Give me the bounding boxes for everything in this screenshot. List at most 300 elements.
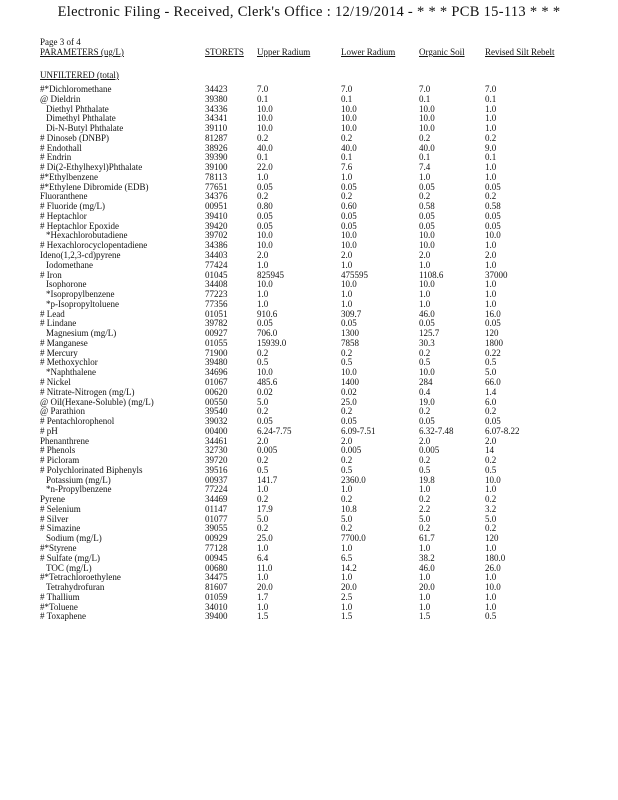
parameter-name: #*Ethylene Dibromide (EDB) <box>40 181 149 192</box>
revised-silt-rebelt-value: 0.2 <box>485 191 497 202</box>
revised-silt-rebelt-value: 5.0 <box>485 513 497 524</box>
organic-soil-value: 0.2 <box>419 347 431 358</box>
organic-soil-value: 46.0 <box>419 308 435 319</box>
revised-silt-rebelt-value: 0.05 <box>485 318 501 329</box>
upper-radium-value: 1.0 <box>257 601 269 612</box>
lower-radium-value: 7.0 <box>341 84 353 94</box>
revised-silt-rebelt-value: 1.0 <box>485 113 497 124</box>
parameter-name: Potassium (mg/L) <box>46 474 111 485</box>
table-row <box>0 583 618 593</box>
upper-radium-value: 17.9 <box>257 503 273 514</box>
revised-silt-rebelt-value: 6.0 <box>485 396 497 407</box>
storet-code: 34475 <box>205 572 228 583</box>
table-row <box>0 134 618 144</box>
storet-code: 01077 <box>205 513 228 524</box>
organic-soil-value: 5.0 <box>419 513 431 524</box>
organic-soil-value: 0.2 <box>419 406 431 417</box>
table-row <box>0 485 618 495</box>
parameter-name: # Hexachlorocyclopentadiene <box>40 240 148 251</box>
parameter-name: Magnesium (mg/L) <box>46 328 117 339</box>
revised-silt-rebelt-value: 1800 <box>485 337 503 348</box>
organic-soil-value: 10.0 <box>419 367 435 378</box>
revised-silt-rebelt-value: 0.5 <box>485 357 497 368</box>
table-row <box>0 495 618 505</box>
upper-radium-value: 1.5 <box>257 611 269 622</box>
revised-silt-rebelt-value: 1.0 <box>485 162 497 173</box>
revised-silt-rebelt-value: 0.2 <box>485 523 497 534</box>
organic-soil-value: 1108.6 <box>419 269 444 280</box>
lower-radium-value: 1.0 <box>341 601 353 612</box>
upper-radium-value: 0.02 <box>257 386 273 397</box>
lower-radium-value: 10.0 <box>341 367 357 378</box>
parameter-name: #*Toluene <box>40 601 78 612</box>
storet-code: 01147 <box>205 503 228 514</box>
lower-radium-value: 1.0 <box>341 298 353 309</box>
upper-radium-value: 0.5 <box>257 464 269 475</box>
organic-soil-value: 1.0 <box>419 259 431 270</box>
upper-radium-value: 2.0 <box>257 250 269 261</box>
storet-code: 77651 <box>205 181 228 192</box>
upper-radium-value: 10.0 <box>257 230 273 241</box>
storet-code: 39400 <box>205 611 228 622</box>
parameter-name: # pH <box>40 425 58 436</box>
table-row <box>0 554 618 564</box>
parameter-name: # Toxaphene <box>40 611 86 622</box>
revised-silt-rebelt-value: 1.0 <box>485 484 497 495</box>
lower-radium-value: 14.2 <box>341 562 357 573</box>
storet-code: 00929 <box>205 533 228 544</box>
organic-soil-value: 20.0 <box>419 582 435 593</box>
revised-silt-rebelt-value: 1.0 <box>485 123 497 134</box>
section-title: UNFILTERED (total) <box>40 70 119 80</box>
lower-radium-value: 0.05 <box>341 220 357 231</box>
upper-radium-value: 141.7 <box>257 474 278 485</box>
table-row <box>0 271 618 281</box>
upper-radium-value: 5.0 <box>257 396 269 407</box>
upper-radium-value: 706.0 <box>257 328 278 339</box>
upper-radium-value: 0.80 <box>257 201 273 212</box>
storet-code: 39540 <box>205 406 228 417</box>
lower-radium-value: 40.0 <box>341 142 357 153</box>
revised-silt-rebelt-value: 1.0 <box>485 171 497 182</box>
revised-silt-rebelt-value: 1.0 <box>485 289 497 300</box>
organic-soil-value: 284 <box>419 376 433 387</box>
table-row <box>0 85 618 95</box>
revised-silt-rebelt-value: 0.2 <box>485 132 497 143</box>
organic-soil-value: 0.05 <box>419 318 435 329</box>
storet-code: 01067 <box>205 376 228 387</box>
parameter-name: Phenanthrene <box>40 435 89 446</box>
storet-code: 34423 <box>205 84 228 94</box>
storet-code: 39782 <box>205 318 228 329</box>
revised-silt-rebelt-value: 26.0 <box>485 562 501 573</box>
parameter-name: Diethyl Phthalate <box>46 103 109 114</box>
organic-soil-value: 38.2 <box>419 552 435 563</box>
organic-soil-value: 1.0 <box>419 171 431 182</box>
organic-soil-value: 10.0 <box>419 240 435 251</box>
parameter-name: @ Dieldrin <box>40 93 81 104</box>
parameter-name: Ideno(1,2,3-cd)pyrene <box>40 250 121 261</box>
organic-soil-value: 46.0 <box>419 562 435 573</box>
organic-soil-value: 6.32-7.48 <box>419 425 454 436</box>
parameter-name: # Silver <box>40 513 69 524</box>
organic-soil-value: 2.2 <box>419 503 431 514</box>
lower-radium-value: 10.0 <box>341 279 357 290</box>
parameter-name: # Mercury <box>40 347 78 358</box>
table-row <box>0 310 618 320</box>
organic-soil-value: 0.4 <box>419 386 431 397</box>
parameter-name: *n-Propylbenzene <box>46 484 112 495</box>
upper-radium-value: 0.2 <box>257 494 269 505</box>
column-header-parameters: PARAMETERS (ug/L) <box>40 47 124 57</box>
revised-silt-rebelt-value: 1.0 <box>485 601 497 612</box>
upper-radium-value: 1.0 <box>257 484 269 495</box>
revised-silt-rebelt-value: 10.0 <box>485 582 501 593</box>
table-row <box>0 446 618 456</box>
table-row <box>0 505 618 515</box>
lower-radium-value: 1.5 <box>341 611 353 622</box>
table-row <box>0 202 618 212</box>
storet-code: 34336 <box>205 103 228 114</box>
lower-radium-value: 0.05 <box>341 416 357 427</box>
parameter-name: # Nitrate-Nitrogen (mg/L) <box>40 386 135 397</box>
revised-silt-rebelt-value: 0.05 <box>485 416 501 427</box>
organic-soil-value: 0.05 <box>419 416 435 427</box>
storet-code: 39480 <box>205 357 228 368</box>
upper-radium-value: 10.0 <box>257 123 273 134</box>
storet-code: 39702 <box>205 230 228 241</box>
parameter-name: @ Parathion <box>40 406 86 417</box>
lower-radium-value: 475595 <box>341 269 368 280</box>
table-row <box>0 515 618 525</box>
column-header-storets: STORETS <box>205 47 244 57</box>
lower-radium-value: 1.0 <box>341 484 353 495</box>
organic-soil-value: 1.0 <box>419 289 431 300</box>
organic-soil-value: 0.5 <box>419 357 431 368</box>
organic-soil-value: 0.58 <box>419 201 435 212</box>
organic-soil-value: 1.0 <box>419 298 431 309</box>
revised-silt-rebelt-value: 0.5 <box>485 464 497 475</box>
organic-soil-value: 1.0 <box>419 601 431 612</box>
revised-silt-rebelt-value: 0.5 <box>485 611 497 622</box>
lower-radium-value: 10.0 <box>341 103 357 114</box>
storet-code: 34403 <box>205 250 228 261</box>
revised-silt-rebelt-value: 37000 <box>485 269 508 280</box>
lower-radium-value: 0.5 <box>341 357 353 368</box>
column-header-lower-radium: Lower Radium <box>341 47 396 57</box>
upper-radium-value: 2.0 <box>257 435 269 446</box>
storet-code: 39055 <box>205 523 228 534</box>
upper-radium-value: 910.6 <box>257 308 278 319</box>
organic-soil-value: 1.0 <box>419 542 431 553</box>
organic-soil-value: 0.05 <box>419 181 435 192</box>
storet-code: 39380 <box>205 93 228 104</box>
revised-silt-rebelt-value: 1.4 <box>485 386 497 397</box>
lower-radium-value: 0.05 <box>341 318 357 329</box>
upper-radium-value: 10.0 <box>257 240 273 251</box>
parameter-name: # Heptachlor <box>40 210 87 221</box>
storet-code: 34386 <box>205 240 228 251</box>
lower-radium-value: 10.0 <box>341 123 357 134</box>
upper-radium-value: 22.0 <box>257 162 273 173</box>
revised-silt-rebelt-value: 9.0 <box>485 142 497 153</box>
lower-radium-value: 0.02 <box>341 386 357 397</box>
organic-soil-value: 1.0 <box>419 484 431 495</box>
parameter-name: #*Styrene <box>40 542 77 553</box>
upper-radium-value: 0.2 <box>257 191 269 202</box>
revised-silt-rebelt-value: 0.2 <box>485 406 497 417</box>
organic-soil-value: 0.2 <box>419 494 431 505</box>
upper-radium-value: 1.0 <box>257 259 269 270</box>
lower-radium-value: 1.0 <box>341 289 353 300</box>
storet-code: 39110 <box>205 123 228 134</box>
storet-code: 01055 <box>205 337 228 348</box>
parameter-name: # Simazine <box>40 523 81 534</box>
parameter-name: # Phenols <box>40 445 76 456</box>
revised-silt-rebelt-value: 6.07-8.22 <box>485 425 520 436</box>
revised-silt-rebelt-value: 1.0 <box>485 259 497 270</box>
storet-code: 71900 <box>205 347 228 358</box>
storet-code: 34461 <box>205 435 228 446</box>
parameter-name: # Heptachlor Epoxide <box>40 220 119 231</box>
upper-radium-value: 1.0 <box>257 572 269 583</box>
lower-radium-value: 0.5 <box>341 464 353 475</box>
lower-radium-value: 0.2 <box>341 494 353 505</box>
table-row <box>0 417 618 427</box>
lower-radium-value: 10.8 <box>341 503 357 514</box>
storet-code: 81287 <box>205 132 228 143</box>
upper-radium-value: 10.0 <box>257 103 273 114</box>
table-row <box>0 612 618 622</box>
organic-soil-value: 61.7 <box>419 533 435 544</box>
parameter-name: #*Dichloromethane <box>40 84 112 94</box>
parameter-name: # Dinoseb (DNBP) <box>40 132 109 143</box>
revised-silt-rebelt-value: 66.0 <box>485 376 501 387</box>
column-header-organic-soil: Organic Soil <box>419 47 465 57</box>
lower-radium-value: 2.5 <box>341 591 353 602</box>
organic-soil-value: 0.005 <box>419 445 440 456</box>
upper-radium-value: 0.2 <box>257 347 269 358</box>
organic-soil-value: 1.5 <box>419 611 431 622</box>
storet-code: 81607 <box>205 582 228 593</box>
upper-radium-value: 0.1 <box>257 93 269 104</box>
lower-radium-value: 0.005 <box>341 445 362 456</box>
storet-code: 34010 <box>205 601 228 612</box>
organic-soil-value: 7.0 <box>419 84 431 94</box>
revised-silt-rebelt-value: 0.22 <box>485 347 501 358</box>
table-row <box>0 534 618 544</box>
upper-radium-value: 6.24-7.75 <box>257 425 292 436</box>
revised-silt-rebelt-value: 1.0 <box>485 279 497 290</box>
upper-radium-value: 1.0 <box>257 298 269 309</box>
lower-radium-value: 1400 <box>341 376 359 387</box>
storet-code: 34376 <box>205 191 228 202</box>
storet-code: 01051 <box>205 308 228 319</box>
storet-code: 77356 <box>205 298 228 309</box>
column-header-upper-radium: Upper Radium <box>257 47 311 57</box>
upper-radium-value: 10.0 <box>257 367 273 378</box>
lower-radium-value: 0.60 <box>341 201 357 212</box>
revised-silt-rebelt-value: 0.1 <box>485 152 497 163</box>
revised-silt-rebelt-value: 5.0 <box>485 367 497 378</box>
storet-code: 00937 <box>205 474 228 485</box>
revised-silt-rebelt-value: 120 <box>485 328 499 339</box>
upper-radium-value: 0.2 <box>257 455 269 466</box>
revised-silt-rebelt-value: 7.0 <box>485 84 497 94</box>
organic-soil-value: 19.8 <box>419 474 435 485</box>
storet-code: 77128 <box>205 542 228 553</box>
revised-silt-rebelt-value: 1.0 <box>485 542 497 553</box>
revised-silt-rebelt-value: 16.0 <box>485 308 501 319</box>
lower-radium-value: 5.0 <box>341 513 353 524</box>
parameter-name: # Endrin <box>40 152 72 163</box>
storet-code: 38926 <box>205 142 228 153</box>
upper-radium-value: 0.2 <box>257 406 269 417</box>
table-row <box>0 398 618 408</box>
storet-code: 00400 <box>205 425 228 436</box>
upper-radium-value: 0.005 <box>257 445 278 456</box>
organic-soil-value: 30.3 <box>419 337 435 348</box>
organic-soil-value: 0.1 <box>419 152 431 163</box>
upper-radium-value: 0.05 <box>257 181 273 192</box>
revised-silt-rebelt-value: 1.0 <box>485 103 497 114</box>
revised-silt-rebelt-value: 180.0 <box>485 552 506 563</box>
storet-code: 39410 <box>205 210 228 221</box>
lower-radium-value: 0.05 <box>341 181 357 192</box>
parameter-name: *p-Isopropyltoluene <box>46 298 119 309</box>
organic-soil-value: 10.0 <box>419 113 435 124</box>
parameter-name: # Methoxychlor <box>40 357 98 368</box>
lower-radium-value: 6.09-7.51 <box>341 425 376 436</box>
parameter-name: Pyrene <box>40 494 65 505</box>
organic-soil-value: 0.5 <box>419 464 431 475</box>
parameter-name: # Endothall <box>40 142 82 153</box>
lower-radium-value: 2.0 <box>341 250 353 261</box>
storet-code: 39390 <box>205 152 228 163</box>
table-row <box>0 144 618 154</box>
upper-radium-value: 0.1 <box>257 152 269 163</box>
organic-soil-value: 0.2 <box>419 132 431 143</box>
upper-radium-value: 0.2 <box>257 132 269 143</box>
table-row <box>0 261 618 271</box>
lower-radium-value: 7.6 <box>341 162 353 173</box>
storet-code: 34341 <box>205 113 228 124</box>
lower-radium-value: 1.0 <box>341 542 353 553</box>
parameter-name: # Polychlorinated Biphenyls <box>40 464 143 475</box>
storet-code: 77424 <box>205 259 228 270</box>
revised-silt-rebelt-value: 0.1 <box>485 93 497 104</box>
organic-soil-value: 10.0 <box>419 279 435 290</box>
parameter-name: *Isopropylbenzene <box>46 289 115 300</box>
parameter-name: Sodium (mg/L) <box>46 533 102 544</box>
organic-soil-value: 0.05 <box>419 210 435 221</box>
upper-radium-value: 0.05 <box>257 210 273 221</box>
parameter-name: Iodomethane <box>46 259 93 270</box>
lower-radium-value: 1.0 <box>341 259 353 270</box>
lower-radium-value: 0.2 <box>341 191 353 202</box>
organic-soil-value: 19.0 <box>419 396 435 407</box>
upper-radium-value: 25.0 <box>257 533 273 544</box>
upper-radium-value: 0.2 <box>257 523 269 534</box>
organic-soil-value: 10.0 <box>419 230 435 241</box>
revised-silt-rebelt-value: 1.0 <box>485 240 497 251</box>
storet-code: 39516 <box>205 464 228 475</box>
revised-silt-rebelt-value: 1.0 <box>485 572 497 583</box>
lower-radium-value: 7858 <box>341 337 359 348</box>
parameter-name: Isophorone <box>46 279 87 290</box>
lower-radium-value: 0.2 <box>341 132 353 143</box>
parameter-name: Fluoranthene <box>40 191 88 202</box>
upper-radium-value: 1.7 <box>257 591 269 602</box>
revised-silt-rebelt-value: 0.58 <box>485 201 501 212</box>
upper-radium-value: 0.05 <box>257 220 273 231</box>
storet-code: 32730 <box>205 445 228 456</box>
parameter-name: *Naphthalene <box>46 367 96 378</box>
lower-radium-value: 0.1 <box>341 152 353 163</box>
organic-soil-value: 2.0 <box>419 250 431 261</box>
organic-soil-value: 0.1 <box>419 93 431 104</box>
storet-code: 34408 <box>205 279 228 290</box>
upper-radium-value: 6.4 <box>257 552 269 563</box>
upper-radium-value: 825945 <box>257 269 284 280</box>
storet-code: 00550 <box>205 396 228 407</box>
parameter-name: # Fluoride (mg/L) <box>40 201 105 212</box>
upper-radium-value: 15939.0 <box>257 337 287 348</box>
revised-silt-rebelt-value: 0.2 <box>485 455 497 466</box>
parameter-name: # Nickel <box>40 376 71 387</box>
revised-silt-rebelt-value: 14 <box>485 445 494 456</box>
revised-silt-rebelt-value: 0.05 <box>485 220 501 231</box>
lower-radium-value: 10.0 <box>341 113 357 124</box>
lower-radium-value: 2360.0 <box>341 474 366 485</box>
storet-code: 00680 <box>205 562 228 573</box>
lower-radium-value: 309.7 <box>341 308 362 319</box>
lower-radium-value: 1.0 <box>341 572 353 583</box>
storet-code: 01059 <box>205 591 228 602</box>
storet-code: 34696 <box>205 367 228 378</box>
parameter-name: TOC (mg/L) <box>46 562 92 573</box>
table-row <box>0 593 618 603</box>
table-row <box>0 300 618 310</box>
revised-silt-rebelt-value: 0.2 <box>485 494 497 505</box>
storet-code: 39720 <box>205 455 228 466</box>
organic-soil-value: 1.0 <box>419 572 431 583</box>
lower-radium-value: 10.0 <box>341 240 357 251</box>
lower-radium-value: 6.5 <box>341 552 353 563</box>
filing-header: Electronic Filing - Received, Clerk's Office : 12/19/2014 - * * * PCB 15-113 * * * <box>57 4 561 20</box>
parameter-name: #*Ethylbenzene <box>40 171 98 182</box>
upper-radium-value: 485.6 <box>257 376 278 387</box>
lower-radium-value: 20.0 <box>341 582 357 593</box>
storet-code: 39032 <box>205 416 228 427</box>
revised-silt-rebelt-value: 1.0 <box>485 298 497 309</box>
parameter-name: # Selenium <box>40 503 81 514</box>
storet-code: 39420 <box>205 220 228 231</box>
upper-radium-value: 0.05 <box>257 318 273 329</box>
lower-radium-value: 0.2 <box>341 347 353 358</box>
upper-radium-value: 5.0 <box>257 513 269 524</box>
organic-soil-value: 0.2 <box>419 523 431 534</box>
table-row <box>0 603 618 613</box>
parameter-name: Dimethyl Phthalate <box>46 113 116 124</box>
parameter-name: # Pentachlorophenol <box>40 416 115 427</box>
page-number: Page 3 of 4 <box>40 37 81 47</box>
revised-silt-rebelt-value: 10.0 <box>485 230 501 241</box>
storet-code: 01045 <box>205 269 228 280</box>
lower-radium-value: 25.0 <box>341 396 357 407</box>
parameter-name: @ Oil(Hexane-Soluble) (mg/L) <box>40 396 154 407</box>
lower-radium-value: 0.2 <box>341 455 353 466</box>
